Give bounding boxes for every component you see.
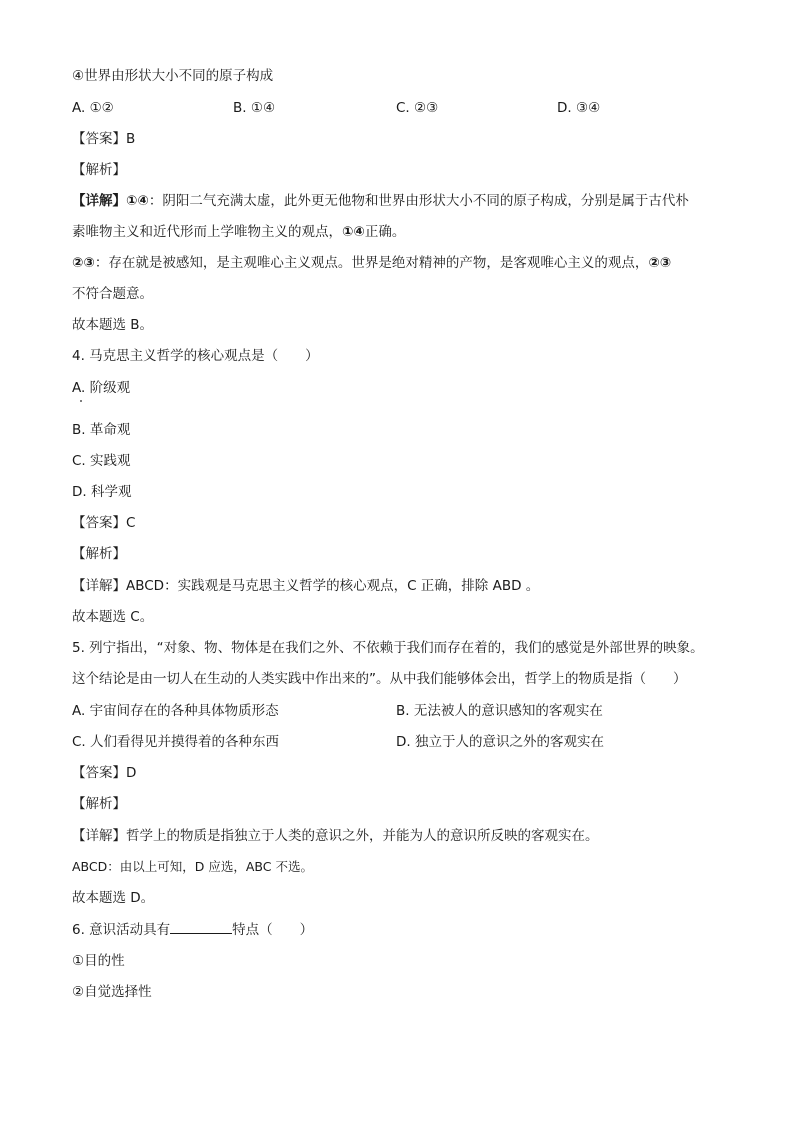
q5-conclusion: 故本题选 D。 (72, 890, 155, 906)
q6-item-2: ②自觉选择性 (72, 984, 152, 1000)
option-a: A. ①② (72, 100, 114, 116)
detail-line-3 (72, 253, 671, 273)
q4-detail: 【详解】ABCD：实践观是马克思主义哲学的核心观点，C 正确，排除 ABD 。 (72, 578, 540, 594)
q5-detail: 【详解】哲学上的物质是指独立于人类的意识之外，并能为人的意识所反映的客观实在。 (72, 828, 599, 844)
q5-option-a: A. 宇宙间存在的各种具体物质形态 (72, 703, 279, 719)
q4-option-c: C. 实践观 (72, 453, 131, 469)
q5-option-d: D. 独立于人的意识之外的客观实在 (396, 734, 604, 750)
detail-line-4: 不符合题意。 (72, 286, 153, 302)
analysis-label: 【解析】 (72, 162, 126, 178)
question-4-stem: 4. 马克思主义哲学的核心观点是（ ） (72, 348, 319, 364)
conclusion: 故本题选 B。 (72, 317, 154, 333)
detail-ref: ②③ (648, 255, 672, 271)
q4-option-a: A. 阶级观 (72, 380, 131, 396)
detail-text: 正确。 (364, 224, 406, 240)
option-c: C. ②③ (396, 100, 439, 116)
q5-option-c: C. 人们看得见并摸得着的各种东西 (72, 734, 280, 750)
q5-answer: 【答案】D (72, 765, 137, 781)
detail-text: ：存在就是被感知，是主观唯心主义观点。世界是绝对精神的产物，是客观唯心主义的观点， (94, 255, 649, 271)
q6-stem-start: 6. 意识活动具有 (72, 922, 171, 938)
q4-conclusion: 故本题选 C。 (72, 609, 154, 625)
stray-dot (80, 400, 82, 402)
option-d: D. ③④ (557, 100, 601, 116)
q5-option-b: B. 无法被人的意识感知的客观实在 (396, 703, 603, 719)
detail-ref: ①④ (342, 224, 365, 240)
question-6-stem (72, 919, 313, 940)
item-4: ④世界由形状大小不同的原子构成 (72, 68, 274, 84)
q4-analysis: 【解析】 (72, 546, 126, 562)
detail-ref: ②③ (72, 255, 95, 271)
fill-in-blank (170, 919, 232, 934)
detail-label: 【详解】①④ (72, 193, 149, 209)
q5-analysis: 【解析】 (72, 796, 126, 812)
answer-label: 【答案】B (72, 131, 136, 147)
q4-answer: 【答案】C (72, 515, 136, 531)
detail-line-1 (72, 191, 689, 211)
q6-item-1: ①目的性 (72, 953, 125, 969)
q4-option-d: D. 科学观 (72, 484, 132, 500)
question-5-stem-2: 这个结论是由一切人在生动的人类实践中作出来的”。从中我们能够体会出，哲学上的物质是指（ ） (72, 671, 687, 687)
detail-text: 素唯物主义和近代形而上学唯物主义的观点， (72, 224, 342, 240)
question-5-stem-1: 5. 列宁指出，“对象、物、物体是在我们之外、不依赖于我们而存在着的，我们的感觉是外部世界的映象。 (72, 640, 704, 656)
detail-line-2 (72, 222, 405, 242)
detail-text: ：阴阳二气充满太虚，此外更无他物和世界由形状大小不同的原子构成，分别是属于古代朴 (148, 193, 689, 209)
option-b: B. ①④ (233, 100, 276, 116)
q5-detail-2: ABCD：由以上可知，D 应选，ABC 不选。 (72, 859, 313, 874)
q4-option-b: B. 革命观 (72, 422, 131, 438)
q6-stem-end: 特点（ ） (232, 922, 314, 938)
